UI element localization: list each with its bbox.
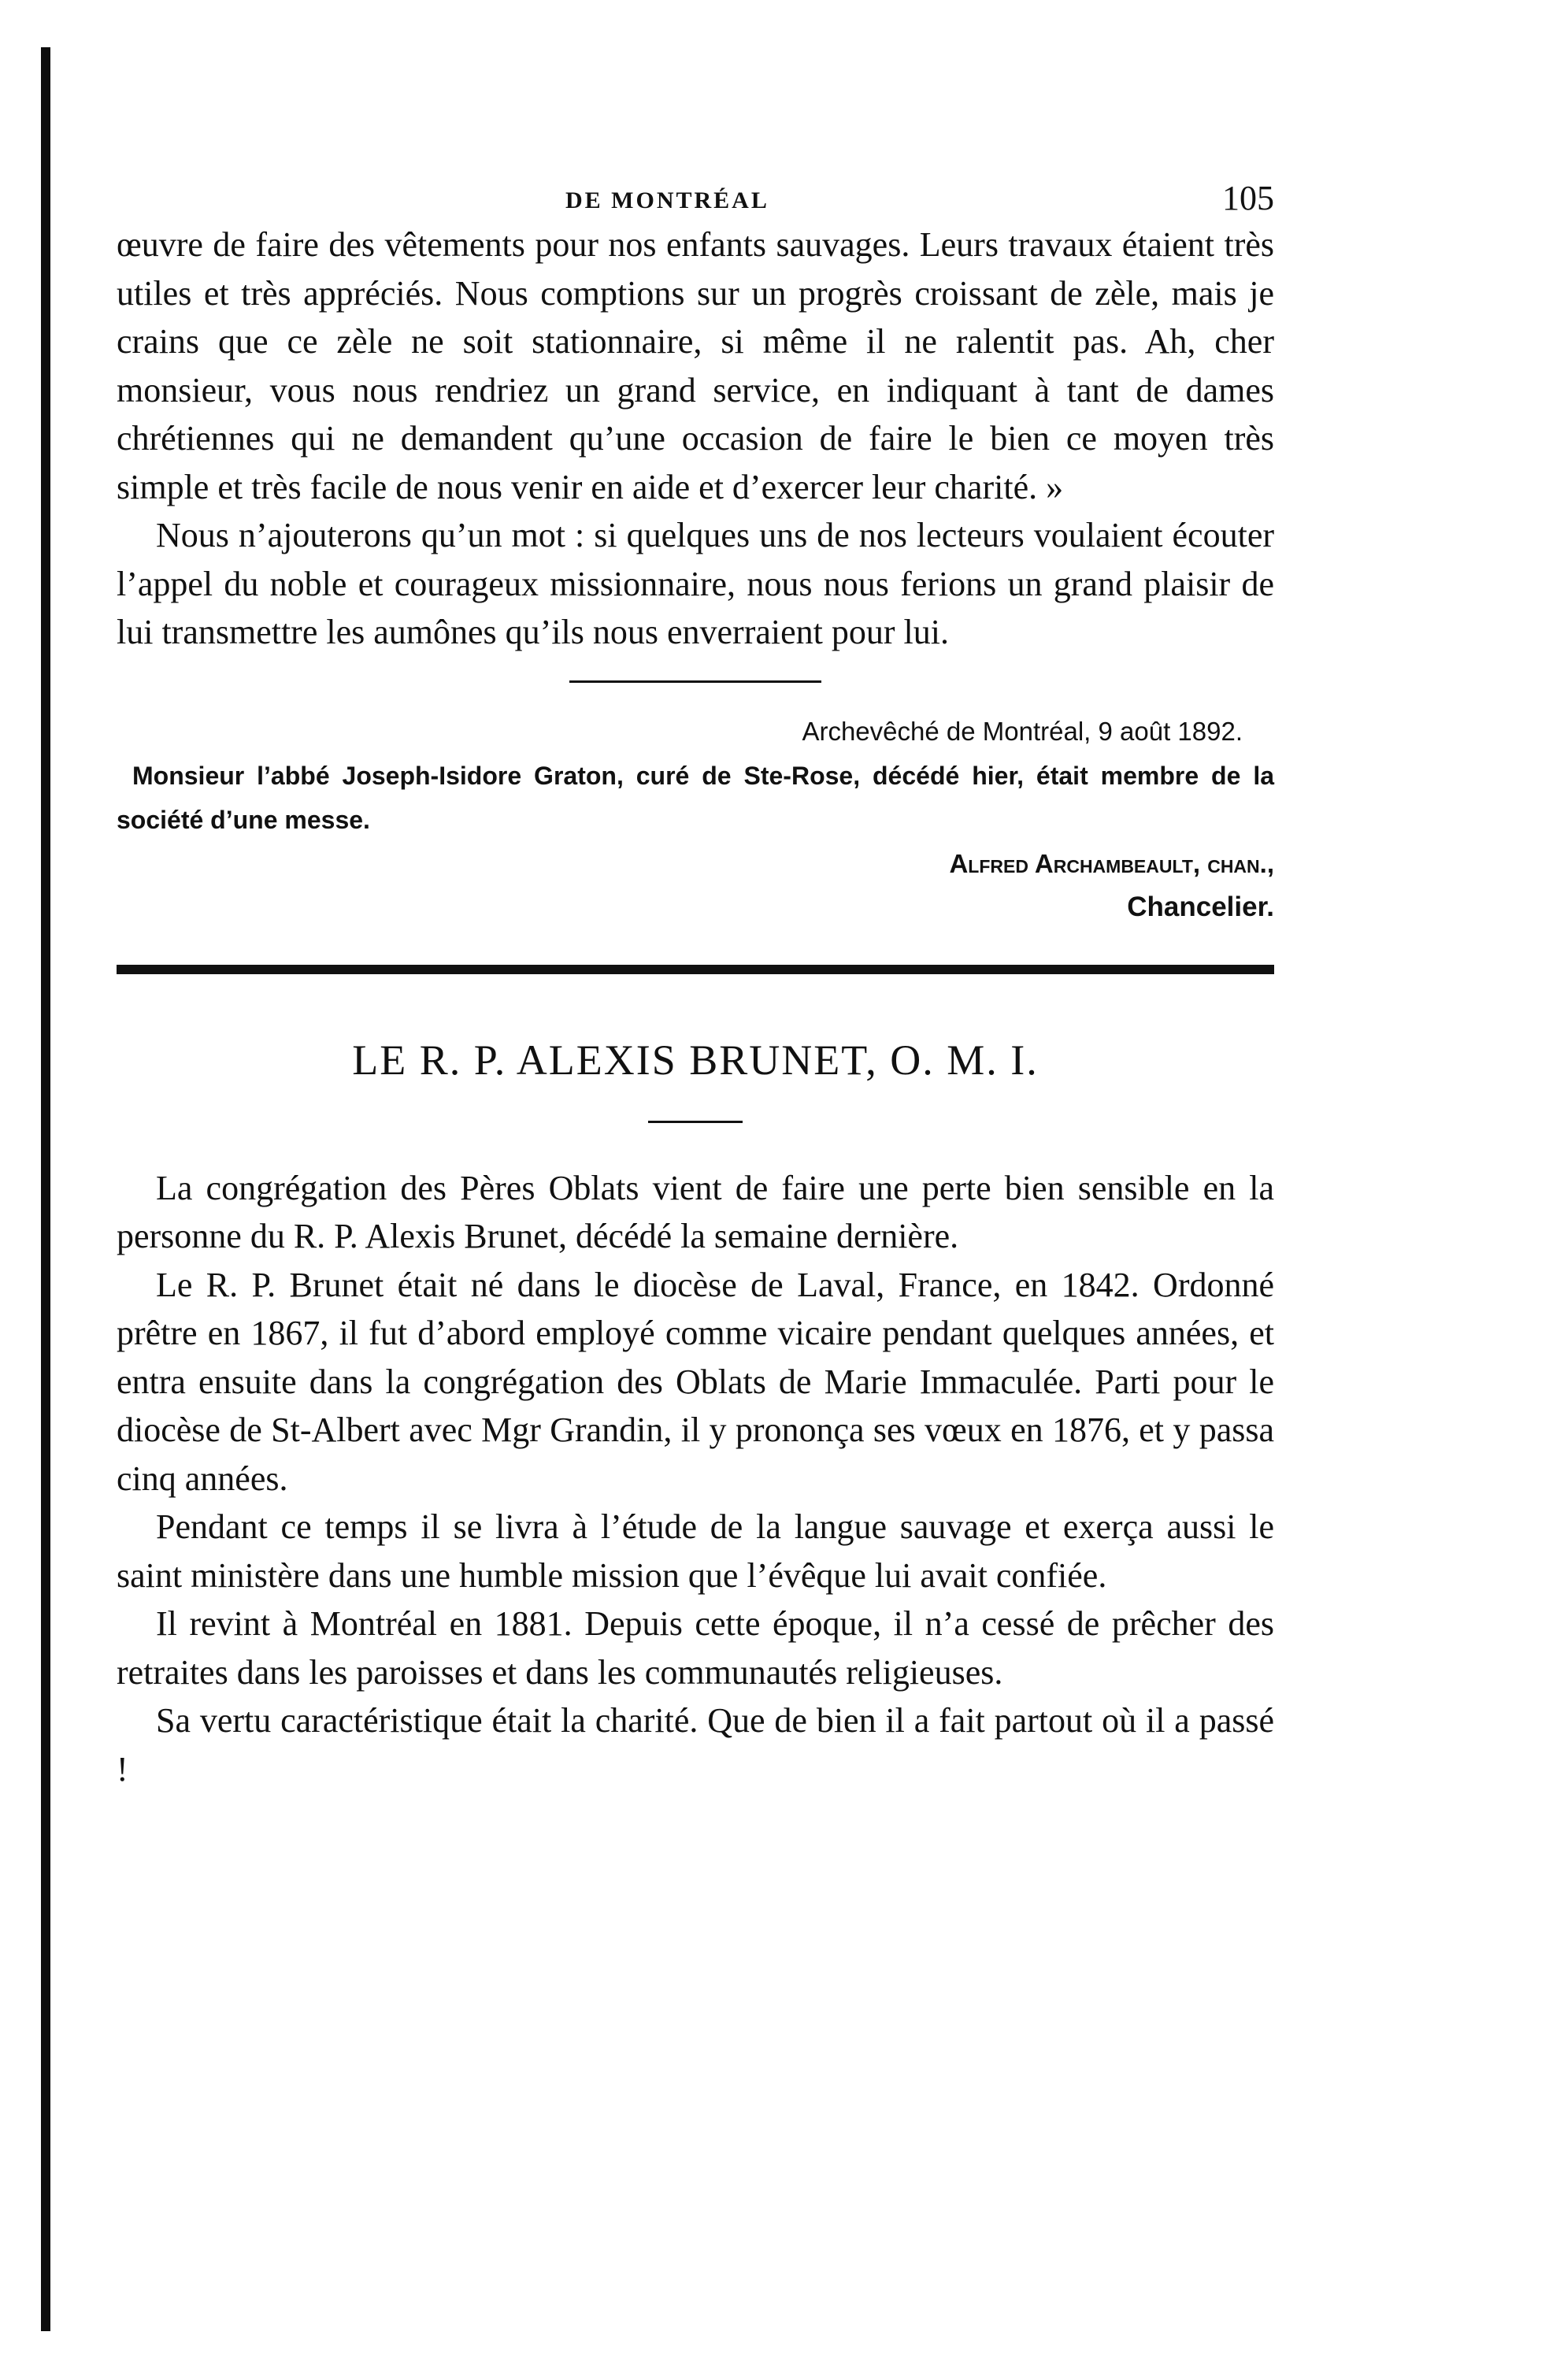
page-number: 105 — [1222, 179, 1274, 217]
scan-edge-shadow — [41, 47, 50, 2331]
continued-paragraph: œuvre de faire des vêtements pour nos enfants sauvages. Leurs travaux étaient très utiles et très appréciés. Nous comptions sur un progrès croissant de zèle, mais je crains que ce zèle ne soit stationnaire, si même il ne ralentit pas. Ah, cher monsieur, vous nous rendriez un grand service, en indiquant à tant de dames chrétiennes qui ne demandent qu’une occasion de faire le bien ce moyen très simple et très facile de nous venir en aide et d’exercer leur charité. » — [117, 225, 1274, 506]
death-notice — [117, 710, 1274, 929]
running-head-title: DE MONTRÉAL — [565, 187, 769, 213]
thick-divider — [117, 965, 1274, 974]
title-rule — [648, 1121, 743, 1123]
signature-title: Chancelier. — [1127, 891, 1274, 922]
notice-signature — [117, 842, 1274, 886]
article-paragraph-5: Sa vertu caractéristique était la charité. Que de bien il a fait partout où il a passé ! — [117, 1701, 1274, 1789]
editorial-paragraph: Nous n’ajouterons qu’un mot : si quelques uns de nos lecteurs voulaient écouter l’appel du noble et courageux missionnaire, nous nous ferions un grand plaisir de lui transmettre les aumônes qu’ils nous enverraient pour lui. — [117, 516, 1274, 651]
notice-dateline: Archevêché de Montréal, 9 août 1892. — [802, 716, 1243, 746]
book-page — [117, 173, 1274, 1793]
running-head — [117, 173, 1274, 221]
article-paragraph-4: Il revint à Montréal en 1881. Depuis cette époque, il n’a cessé de prêcher des retraites dans les paroisses et dans les communautés religieuses. — [117, 1604, 1274, 1692]
article-paragraph-1: La congrégation des Pères Oblats vient de faire une perte bien sensible en la personne du R. P. Alexis Brunet, décédé la semaine dernière. — [117, 1168, 1274, 1255]
article-paragraph-2: Le R. P. Brunet était né dans le diocèse de Laval, France, en 1842. Ordonné prêtre en 1867, il fut d’abord employé comme vicaire pendant quelques années, et entra ensuite dans la congrégation des Oblats de Marie Immaculée. Parti pour le diocèse de St-Albert avec Mgr Grandin, il y prononça ses vœux en 1876, et y passa cinq années. — [117, 1265, 1274, 1498]
article-paragraph-3: Pendant ce temps il se livra à l’étude de la langue sauvage et exerça aussi le saint ministère dans une humble mission que l’évêque lui avait confiée. — [117, 1507, 1274, 1595]
section-divider — [569, 680, 821, 683]
notice-text: Monsieur l’abbé Joseph-Isidore Graton, curé de Ste-Rose, décédé hier, était membre de la société d’une messe. — [117, 761, 1274, 834]
article-title: LE R. P. ALEXIS BRUNET, O. M. I. — [352, 1036, 1039, 1084]
signature-name: Alfred Archambeault, chan., — [949, 848, 1274, 878]
